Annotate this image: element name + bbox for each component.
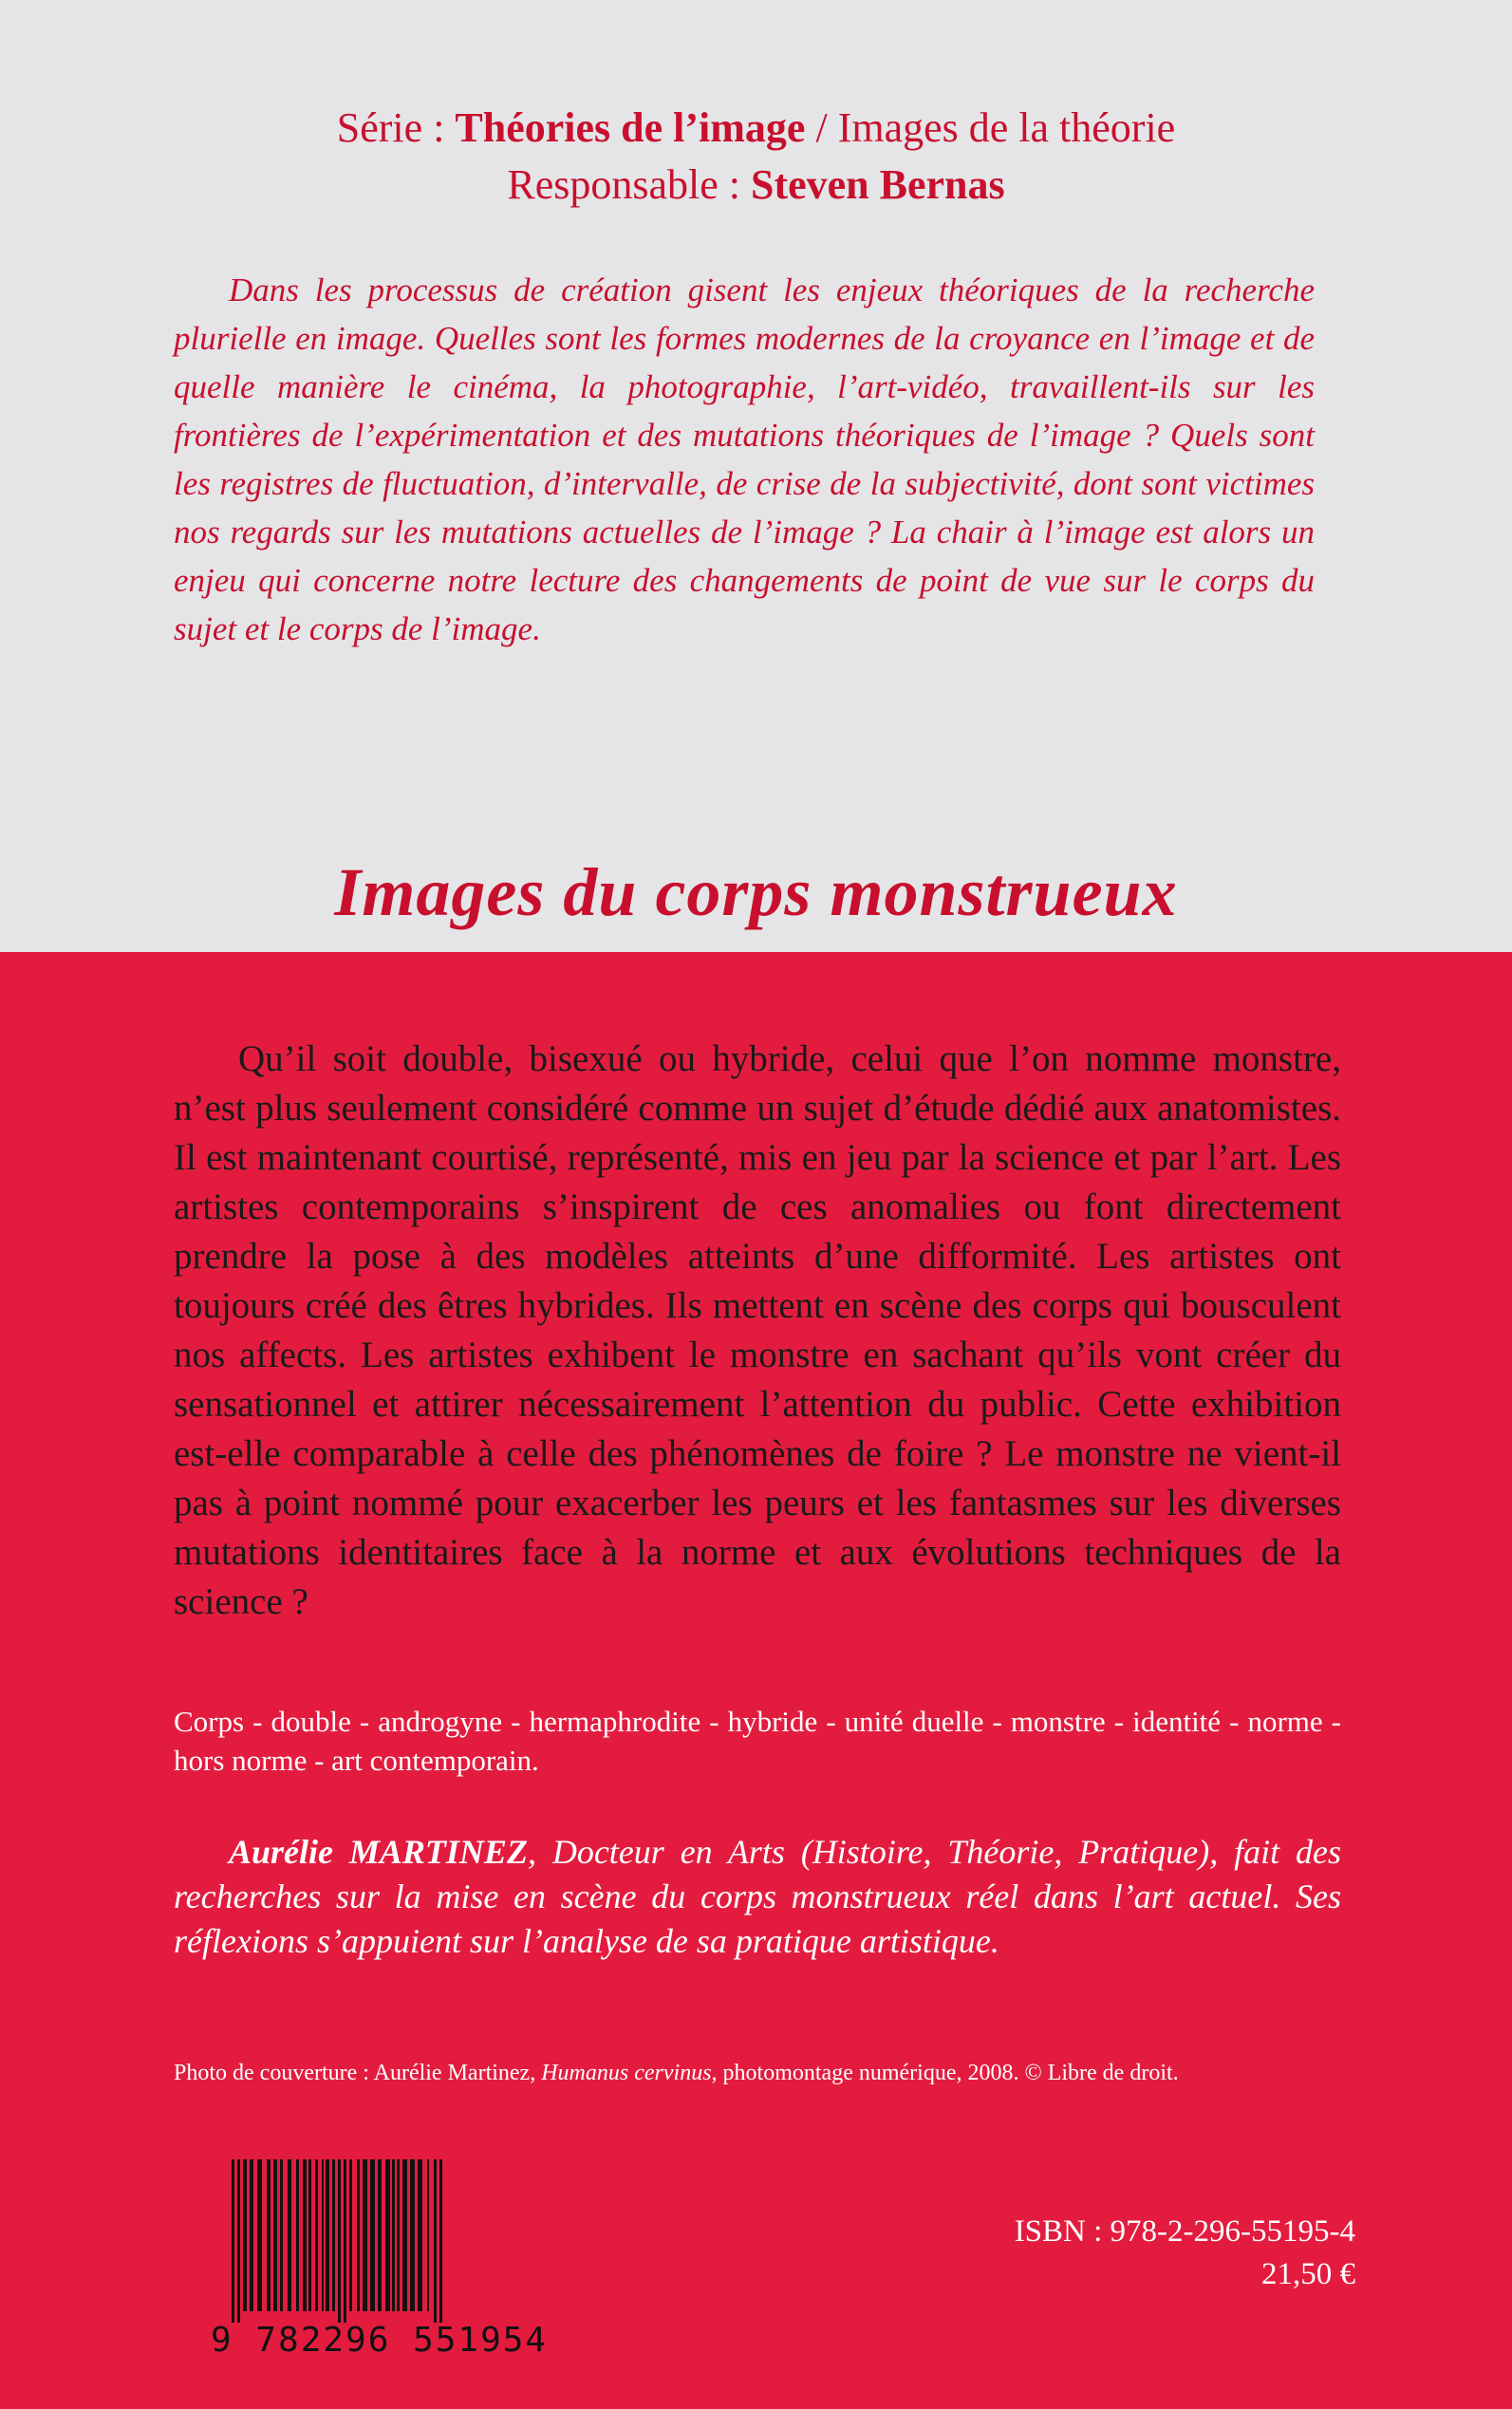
barcode-bar bbox=[392, 2159, 395, 2311]
series-name-rest: / Images de la théorie bbox=[805, 104, 1176, 151]
series-manager-prefix: Responsable : bbox=[507, 161, 751, 208]
credit-suffix: , photomontage numérique, 2008. © Libre de droit. bbox=[711, 2061, 1179, 2085]
barcode-bar bbox=[257, 2159, 262, 2311]
credit-work-title: Humanus cervinus bbox=[541, 2061, 712, 2085]
author-bio bbox=[174, 1830, 1341, 1964]
barcode-bar bbox=[427, 2159, 429, 2311]
barcode-bar bbox=[338, 2159, 341, 2323]
barcode-bar bbox=[322, 2159, 324, 2311]
barcode-bar bbox=[250, 2159, 253, 2311]
barcode-bar bbox=[344, 2159, 346, 2323]
cover-photo-credit bbox=[174, 2058, 1360, 2088]
barcode-bar bbox=[378, 2159, 382, 2311]
series-description: Dans les processus de création gisent les enjeux théoriques de la recherche plurielle en image. Quelles sont les formes modernes de la croyance en l’image et de quelle manière le cinéma, la photographie, l’art-vidéo, travaillent-ils sur les frontières de l’expérimentation et des mutations théoriques de l’image ? Quels sont les registres de fluctuation, d’intervalle, de crise de la subjectivité, dont sont victimes nos regards sur les mutations actuelles de l’image ? La chair à l’image est alors un enjeu qui concerne notre lecture des changements de point de vue sur le corps du sujet et le corps de l’image. bbox=[174, 271, 1315, 647]
book-title: Images du corps monstrueux bbox=[334, 854, 1178, 930]
barcode-bar bbox=[357, 2159, 360, 2311]
author-bio-text: , Docteur en Arts (Histoire, Théorie, Pratique), fait des recherches sur la mise en scène du corps monstrueux réel dans l’art actuel. Ses réflexions s’appuient sur l’analyse de sa pratique artistique. bbox=[174, 1833, 1341, 1960]
credit-prefix: Photo de couverture : Aurélie Martinez, bbox=[174, 2061, 542, 2085]
barcode-bar bbox=[243, 2159, 247, 2311]
author-name: Aurélie MARTINEZ bbox=[229, 1833, 528, 1871]
keywords: Corps - double - androgyne - hermaphrodite - hybride - unité duelle - monstre - identité - norme - hors norme - art contemporain. bbox=[174, 1705, 1341, 1777]
series-name: Théories de l’image bbox=[455, 104, 806, 151]
series-prefix: Série : bbox=[336, 104, 456, 151]
barcode-bar bbox=[273, 2159, 277, 2311]
book-summary: Qu’il soit double, bisexué ou hybride, celui que l’on nomme monstre, n’est plus seulement considéré comme un sujet d’étude dédié aux anatomistes. Il est maintenant courtisé, représenté, mis en jeu par la science et par l’art. Les artistes contemporains s’inspirent de ces anomalies ou font directement prendre la pose à des modèles atteints d’une difformité. Les artistes ont toujours créé des êtres hybrides. Ils mettent en scène des corps qui bousculent nos affects. Les artistes exhibent le monstre en sachant qu’ils vont créer du sensationnel et attirer nécessairement l’attention du public. Cette exhibition est-elle comparable à celle des phénomènes de foire ? Le monstre ne vient-il pas à point nommé pour exacerber les peurs et les fantasmes sur les diverses mutations identitaires face à la norme et aux évolutions techniques de la science ? bbox=[174, 1038, 1341, 1622]
barcode-bar bbox=[418, 2159, 422, 2311]
barcode-bar bbox=[397, 2159, 400, 2311]
price: 21,50 € bbox=[1261, 2257, 1355, 2291]
barcode-bar bbox=[308, 2159, 311, 2311]
barcode-bar bbox=[363, 2159, 367, 2311]
barcode-bar bbox=[267, 2159, 271, 2311]
barcode-bar bbox=[385, 2159, 390, 2311]
barcode-bar bbox=[434, 2159, 437, 2323]
isbn: ISBN : 978-2-296-55195-4 bbox=[1014, 2214, 1355, 2249]
barcode-bar bbox=[237, 2159, 240, 2323]
barcode-bar bbox=[280, 2159, 283, 2311]
barcode-bar bbox=[410, 2159, 415, 2311]
barcode-bar bbox=[288, 2159, 291, 2311]
barcode bbox=[211, 2159, 557, 2363]
series-manager-name: Steven Bernas bbox=[750, 161, 1005, 208]
barcode-bar bbox=[232, 2159, 234, 2323]
barcode-bar bbox=[439, 2159, 442, 2323]
barcode-bars bbox=[211, 2159, 557, 2323]
barcode-digits: 9 782296 551954 bbox=[211, 2321, 549, 2360]
series-line bbox=[0, 101, 1512, 156]
series-manager-line bbox=[0, 158, 1512, 213]
barcode-bar bbox=[370, 2159, 375, 2311]
barcode-bar bbox=[315, 2159, 318, 2311]
barcode-bar bbox=[303, 2159, 307, 2311]
barcode-bar bbox=[296, 2159, 299, 2311]
barcode-bar bbox=[349, 2159, 352, 2311]
barcode-bar bbox=[332, 2159, 335, 2311]
barcode-bar bbox=[402, 2159, 407, 2311]
barcode-bar bbox=[326, 2159, 329, 2311]
